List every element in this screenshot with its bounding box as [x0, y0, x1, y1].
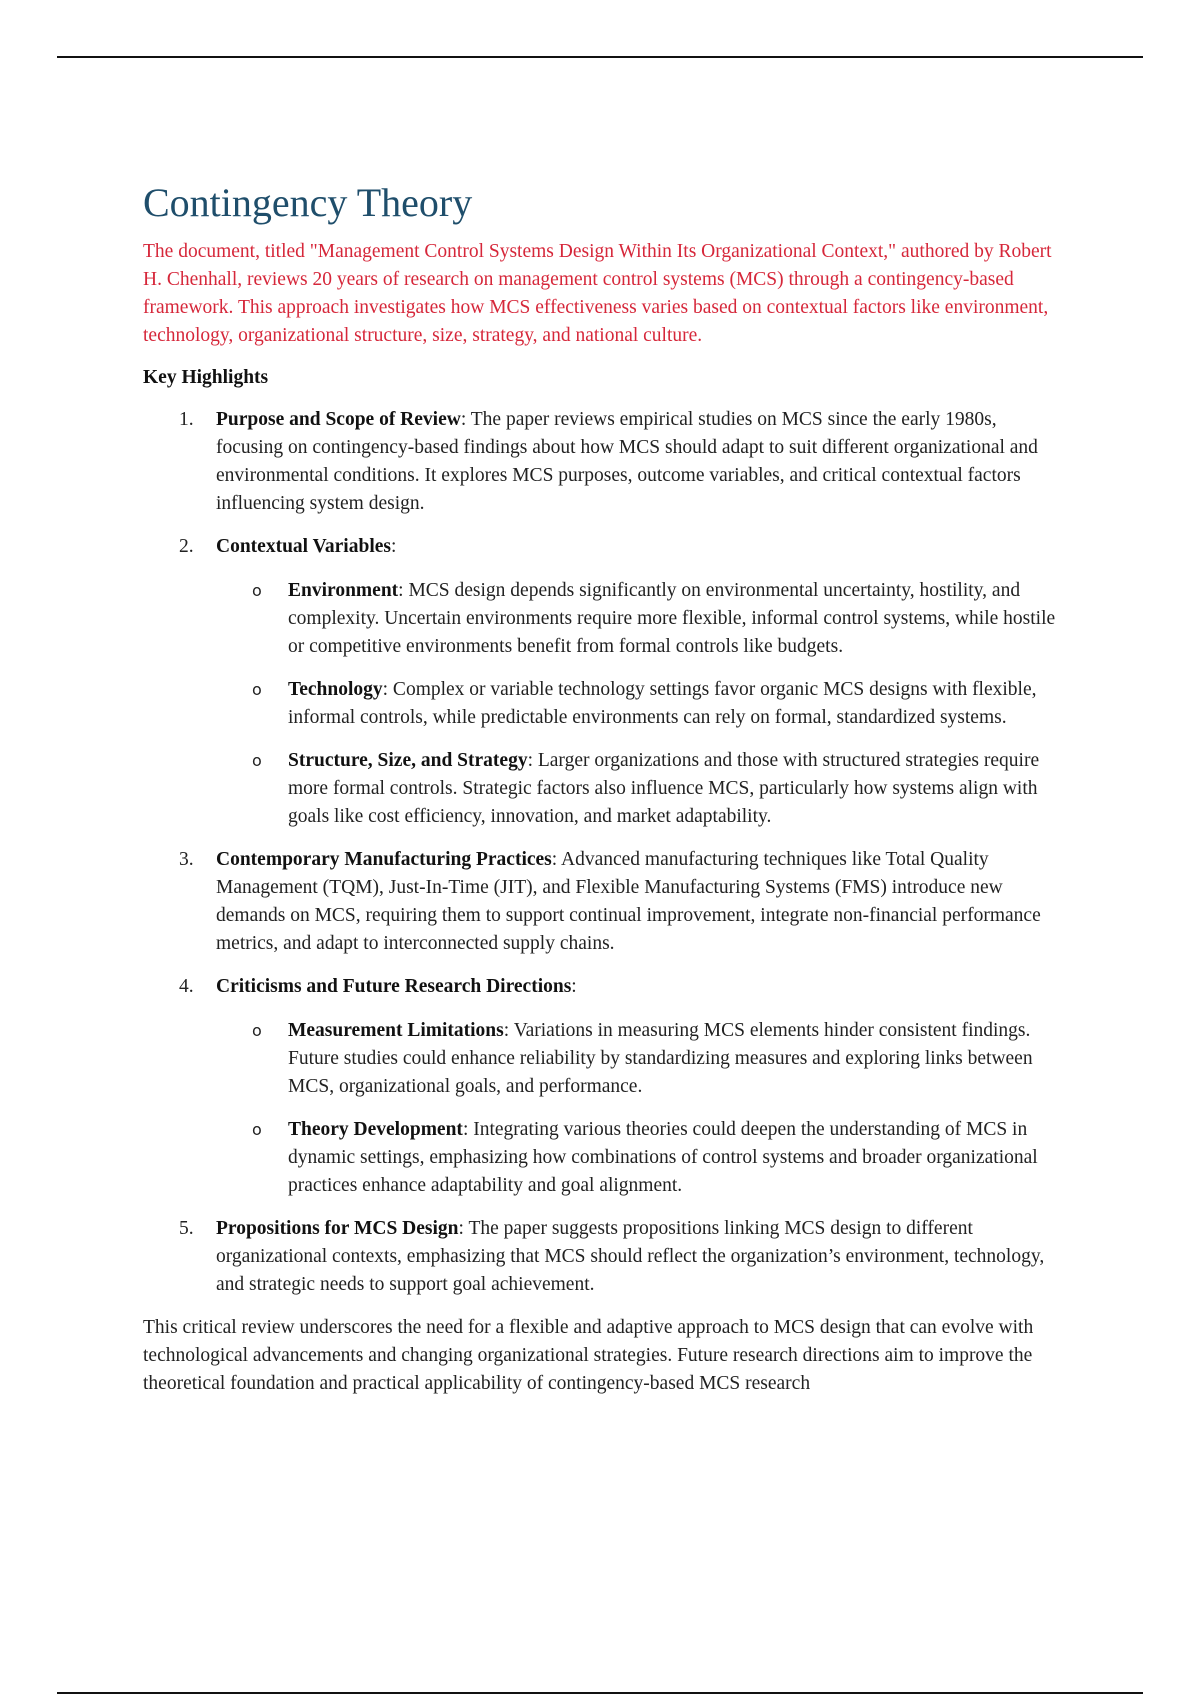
document-body [143, 178, 1058, 1398]
sub-term: Environment [288, 580, 399, 601]
list-number: 2. [179, 536, 194, 557]
sub-text: : Variations in measuring MCS elements hinder consistent findings. Future studies could enhance reliability by standardizing measures and exploring links between MCS, organizational goals, and performance. [288, 1020, 1033, 1097]
list-number: 1. [179, 409, 194, 430]
bullet-icon: o [252, 581, 262, 600]
sub-term: Measurement Limitations [288, 1020, 504, 1041]
sub-term: Structure, Size, and Strategy [288, 750, 528, 771]
bullet-icon: o [252, 1120, 262, 1139]
sub-text: : Complex or variable technology settings favor organic MCS designs with flexible, informal controls, while predictable environments can rely on formal, standardized systems. [288, 679, 1037, 728]
highlight-text: : Advanced manufacturing techniques like Total Quality Management (TQM), Just-In-Time (JIT), and Flexible Manufacturing Systems (FMS) introduce new demands on MCS, requiring them to support continual improvement, integrate non-financial performance metrics, and adapt to interconnected supply chains. [216, 849, 1041, 954]
highlight-term: Propositions for MCS Design [216, 1218, 459, 1239]
bullet-icon: o [252, 680, 262, 699]
top-rule [57, 56, 1143, 58]
highlights-list [143, 406, 1058, 1299]
highlight-text: : The paper suggests propositions linking MCS design to different organizational contexts, emphasizing that MCS should reflect the organization’s environment, technology, and strategic needs to support goal achievement. [216, 1218, 1045, 1295]
list-number: 5. [179, 1218, 194, 1239]
sub-item [216, 577, 1058, 661]
highlight-item [143, 533, 1058, 831]
sub-term: Technology [288, 679, 383, 700]
highlight-term: Contextual Variables [216, 536, 391, 557]
highlight-text: : [571, 976, 577, 997]
highlight-item [143, 1215, 1058, 1299]
highlight-item [143, 846, 1058, 958]
bullet-icon: o [252, 751, 262, 770]
highlight-term: Criticisms and Future Research Directions [216, 976, 572, 997]
list-number: 4. [179, 976, 194, 997]
conclusion-paragraph: This critical review underscores the need for a flexible and adaptive approach to MCS design that can evolve with technological advancements and changing organizational strategies. Future research directions aim to improve the theoretical foundation and practical applicability of contingency-based MCS research [143, 1317, 1034, 1394]
document-title: Contingency Theory [143, 180, 473, 225]
highlight-term: Purpose and Scope of Review [216, 409, 461, 430]
highlight-text: : The paper reviews empirical studies on MCS since the early 1980s, focusing on contingency-based findings about how MCS should adapt to suit different organizational and environmental conditions. It explores MCS purposes, outcome variables, and critical contextual factors influencing system design. [216, 409, 1038, 514]
sub-text: : MCS design depends significantly on environmental uncertainty, hostility, and complexity. Uncertain environments require more flexible, informal control systems, while hostile or competitive environments benefit from formal controls like budgets. [288, 580, 1056, 657]
sub-text: : Integrating various theories could deepen the understanding of MCS in dynamic settings, emphasizing how combinations of control systems and broader organizational practices enhance adaptability and goal alignment. [288, 1119, 1038, 1196]
bottom-rule [57, 1692, 1143, 1694]
list-number: 3. [179, 849, 194, 870]
sub-text: : Larger organizations and those with structured strategies require more formal controls. Strategic factors also influence MCS, particularly how systems align with goals like cost efficiency, innovation, and market adaptability. [288, 750, 1040, 827]
highlight-text: : [390, 536, 397, 557]
sub-item [216, 747, 1058, 831]
sub-list [216, 577, 1058, 831]
highlight-item [143, 406, 1058, 518]
sub-item [216, 676, 1058, 732]
highlight-term: Contemporary Manufacturing Practices [216, 849, 552, 870]
sub-list [216, 1017, 1058, 1200]
sub-term: Theory Development [288, 1119, 463, 1140]
intro-paragraph: The document, titled "Management Control Systems Design Within Its Organizational Context," authored by Robert H. Chenhall, reviews 20 years of research on management control systems (MCS) through a contingency-based framework. This approach investigates how MCS effectiveness varies based on contextual factors like environment, technology, organizational structure, size, strategy, and national culture. [143, 241, 1052, 346]
highlight-item [143, 973, 1058, 1200]
sub-item [216, 1017, 1058, 1101]
sub-item [216, 1116, 1058, 1200]
bullet-icon: o [252, 1021, 262, 1040]
key-highlights-heading: Key Highlights [143, 367, 269, 388]
